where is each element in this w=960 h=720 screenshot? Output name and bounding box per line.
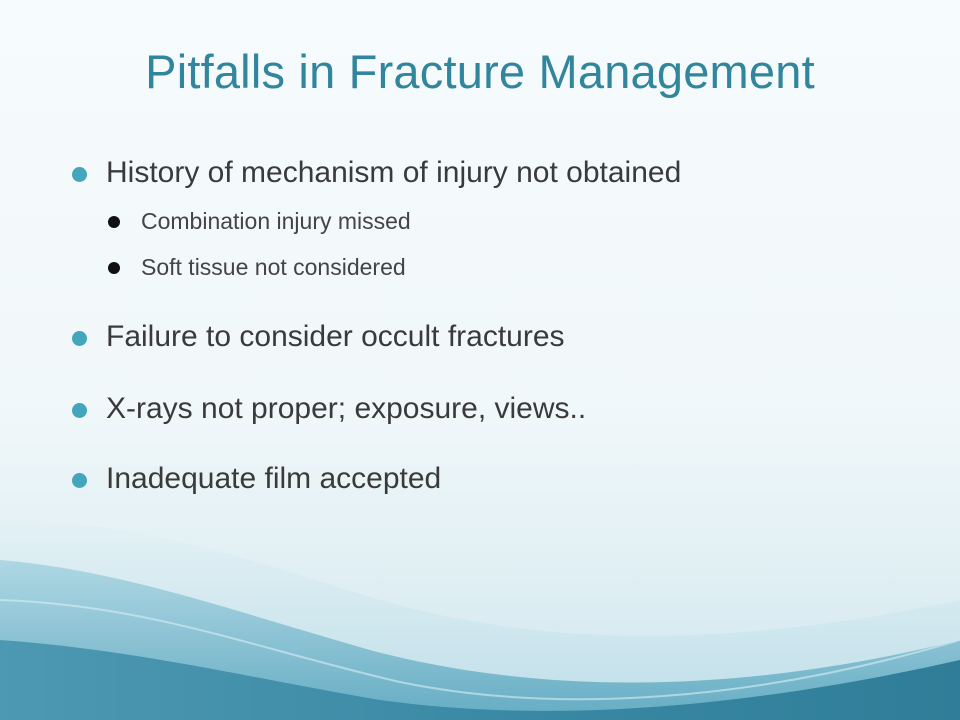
bullet-dot-icon xyxy=(108,262,120,274)
slide-title: Pitfalls in Fracture Management xyxy=(145,45,815,98)
sub-bullet-item xyxy=(141,254,406,281)
bullet-dot-icon xyxy=(108,216,120,228)
bullet-dot-icon xyxy=(72,403,87,418)
bullet-dot-icon xyxy=(72,473,87,488)
bullet-text: History of mechanism of injury not obtained xyxy=(106,156,682,189)
bullet-item xyxy=(106,392,586,426)
bullet-dot-icon xyxy=(72,331,87,346)
sub-bullet-text: Combination injury missed xyxy=(141,208,411,234)
bullet-dot-icon xyxy=(72,167,87,182)
sub-bullet-text: Soft tissue not considered xyxy=(141,254,406,280)
sub-bullet-item xyxy=(141,208,411,235)
bullet-item xyxy=(106,320,565,354)
bullet-item xyxy=(106,462,441,496)
bullet-text: X-rays not proper; exposure, views.. xyxy=(106,392,587,425)
bullet-text: Failure to consider occult fractures xyxy=(106,320,565,353)
bullet-text: Inadequate film accepted xyxy=(106,462,442,495)
bullet-item xyxy=(106,156,681,190)
